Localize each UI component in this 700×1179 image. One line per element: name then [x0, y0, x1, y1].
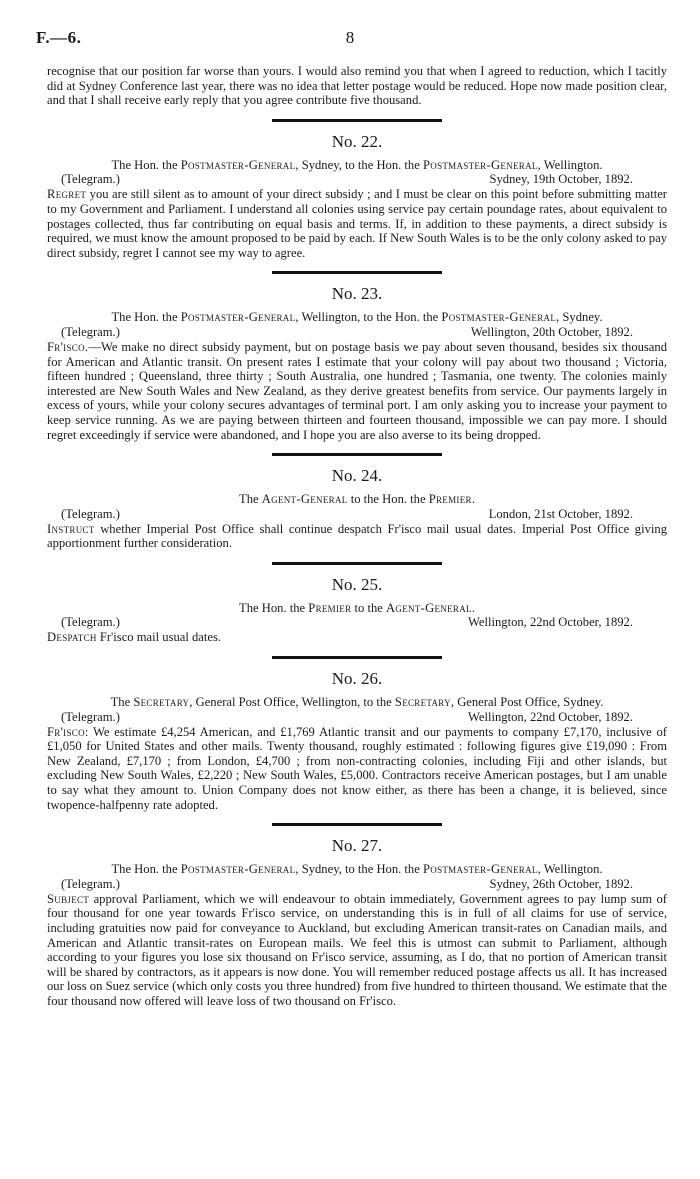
place-date: Sydney, 26th October, 1892.: [489, 876, 633, 891]
place-date: Wellington, 20th October, 1892.: [470, 324, 633, 339]
entry-number: No. 26.: [331, 669, 383, 689]
message-body: [47, 630, 667, 645]
from-title: The Hon. the: [239, 600, 309, 615]
to-role: Agent-General: [386, 600, 472, 615]
message-body: [47, 522, 667, 551]
section-rule: [272, 453, 442, 456]
from-place: , Sydney, to the Hon. the: [295, 157, 423, 172]
address-line: [47, 310, 667, 325]
section-rule: [272, 823, 442, 826]
place-date: Wellington, 22nd October, 1892.: [468, 615, 633, 630]
address-line: [47, 492, 667, 507]
to-place: , Sydney.: [556, 310, 603, 325]
lead-word: Regret: [47, 187, 87, 202]
section-rule: [272, 656, 442, 659]
address-line: [47, 695, 667, 710]
from-place: , Wellington, to the Hon. the: [295, 310, 442, 325]
to-role: Secretary: [394, 695, 451, 710]
telegram-meta: [47, 710, 667, 725]
telegram-meta: [47, 325, 667, 340]
from-title: The Hon. the: [111, 310, 181, 325]
telegram-entry: [47, 823, 667, 1008]
from-role: Secretary: [133, 695, 190, 710]
lead-word: Subject: [47, 891, 90, 906]
lead-word: Despatch: [47, 630, 97, 645]
lead-word: Fr'isco.: [47, 339, 89, 354]
telegram-meta: [47, 877, 667, 892]
section-rule: [272, 562, 442, 565]
entry-number: No. 22.: [331, 131, 383, 151]
from-place: to the: [351, 600, 387, 615]
from-role: Postmaster-General: [180, 157, 296, 172]
body-text: —We make no direct subsidy payment, but on postage basis we pay about seven thousand, besides six thousand for American and Atlantic transit. On present rates I estimate that your colony will pay about two thousand ; Victoria, fifteen hundred ; Queensland, three thirty ; South Australia, one hundred ; Tasmania, one twenty. The colonies mainly interested are New South Wales and New Zealand, as they derive greatest benefits from service. Our payments largely in excess of yours, while your colony secures advantages of terminal port. I am only asking you to increase your payment to keep service running. As we are paying between thirteen and fourteen thousand, impossible we can pay more. I should regret exceedingly if service were abandoned, and I hope you are also averse to its being dropped.: [47, 339, 667, 442]
lead-word: Fr'isco: [47, 724, 85, 739]
message-body: [47, 892, 667, 1009]
from-place: to the Hon. the: [347, 492, 429, 507]
from-title: The Hon. the: [111, 862, 181, 877]
telegram-entry: [47, 562, 667, 645]
section-rule: [272, 271, 442, 274]
message-body: [47, 725, 667, 813]
from-place: , General Post Office, Wellington, to the: [189, 695, 395, 710]
telegram-label: (Telegram.): [61, 876, 120, 891]
telegram-entry: [47, 656, 667, 812]
to-place: , General Post Office, Sydney.: [450, 695, 604, 710]
place-date: Sydney, 19th October, 1892.: [489, 172, 633, 187]
telegram-label: (Telegram.): [61, 709, 120, 724]
telegram-label: (Telegram.): [61, 324, 120, 339]
from-role: Postmaster-General: [180, 862, 296, 877]
address-line: [47, 601, 667, 616]
entry-number: No. 25.: [331, 574, 383, 594]
from-title: The: [239, 492, 262, 507]
continued-paragraph: recognise that our position far worse than yours. I would also remind you that when I agreed to reduction, which I tacitly did at Sydney Conference last year, there was no idea that letter postage would be reduced. Hope now made position clear, and that I shall receive early reply that you agree contribute five thousand.: [47, 64, 667, 108]
from-role: Postmaster-General: [180, 310, 296, 325]
telegram-meta: [47, 615, 667, 630]
telegram-entry: [47, 271, 667, 442]
document-code: F.—6.: [36, 28, 82, 47]
message-body: [47, 187, 667, 260]
place-date: London, 21st October, 1892.: [488, 506, 633, 521]
section-rule: [272, 119, 442, 122]
address-line: [47, 862, 667, 877]
page-header: [36, 28, 664, 50]
place-date: Wellington, 22nd October, 1892.: [468, 709, 633, 724]
body-text: Fr'isco mail usual dates.: [96, 630, 222, 645]
to-place: .: [471, 600, 475, 615]
to-place: , Wellington.: [537, 862, 603, 877]
to-role: Premier: [428, 492, 472, 507]
to-place: .: [471, 492, 475, 507]
telegram-entry: [47, 119, 667, 261]
message-body: [47, 340, 667, 442]
to-place: , Wellington.: [537, 157, 603, 172]
body-text: whether Imperial Post Office shall continue despatch Fr'isco mail usual dates. Imperial Post Office giving apportionment further consideration.: [47, 521, 667, 551]
from-title: The Hon. the: [111, 157, 181, 172]
page-number: 8: [345, 28, 355, 47]
address-line: [47, 158, 667, 173]
from-place: , Sydney, to the Hon. the: [295, 862, 423, 877]
telegram-label: (Telegram.): [61, 615, 120, 630]
to-role: Postmaster-General: [422, 157, 538, 172]
telegram-label: (Telegram.): [61, 506, 120, 521]
body-text: approval Parliament, which we will endeavour to obtain immediately, Government agrees to pay lump sum of four thousand for one year towards Fr'isco service, on understanding this is in full of all claims for use of service, including gratuities now paid for conveyance to Auckland, but excluding American transit-rates on Canadian mails, and American and Atlantic transit-rates on European mails. We feel this is utmost can submit to Parliament, although according to your figures you lose six thousand on Fr'isco service, assuming, as I do, that no portion of American transit will be shared by contractors, as it appears is now done. You will remember reduced postage affects us all. It has increased our loss on Suez service (which only costs you three hundred) from five hundred to thirteen thousand. We estimate that the four thousand now offered will leave loss of two thousand on Fr'isco.: [47, 891, 667, 1008]
from-title: The: [110, 695, 134, 710]
telegram-meta: [47, 172, 667, 187]
entry-number: No. 24.: [331, 466, 383, 486]
entry-number: No. 23.: [331, 284, 383, 304]
from-role: Agent-General: [261, 492, 348, 507]
telegram-entry: [47, 453, 667, 551]
lead-word: Instruct: [47, 521, 95, 536]
message-list: [47, 119, 667, 1009]
telegram-label: (Telegram.): [61, 172, 120, 187]
body-text: you are still silent as to amount of your direct subsidy ; and I must be clear on this point before submitting matter to my Government and Parliament. I understand all colonies using service pay certain poundage rates, about equivalent to postages collected, thus far contributing on equal basis and terms. If, in addition to these payments, a direct subsidy is required, we must know the amount proposed to be paid by each. If New South Wales is to be the only colony asked to pay direct subsidy, regret I cannot see my way to agree.: [47, 187, 667, 260]
page-body: [47, 64, 667, 1009]
to-role: Postmaster-General: [422, 862, 538, 877]
body-text: : We estimate £4,254 American, and £1,769 Atlantic transit and our payments to company £7,170, inclusive of £1,050 for United States and other mails. Twenty thousand, roughly estimated : following figures give £19,090 : From New Zealand, £7,170 ; from London, £4,700 ; from non-contracting colonies, including Fiji and other islands, but excluding New South Wales, £2,220 ; New South Wales, £5,000. Contractors receive American postages, but I am unable to say what they amount to. Union Company does not know either, as there has been a change, it is believed, since twopence-halfpenny rate adopted.: [47, 724, 667, 812]
entry-number: No. 27.: [331, 836, 383, 856]
telegram-meta: [47, 507, 667, 522]
to-role: Postmaster-General: [441, 310, 557, 325]
from-role: Premier: [308, 600, 352, 615]
